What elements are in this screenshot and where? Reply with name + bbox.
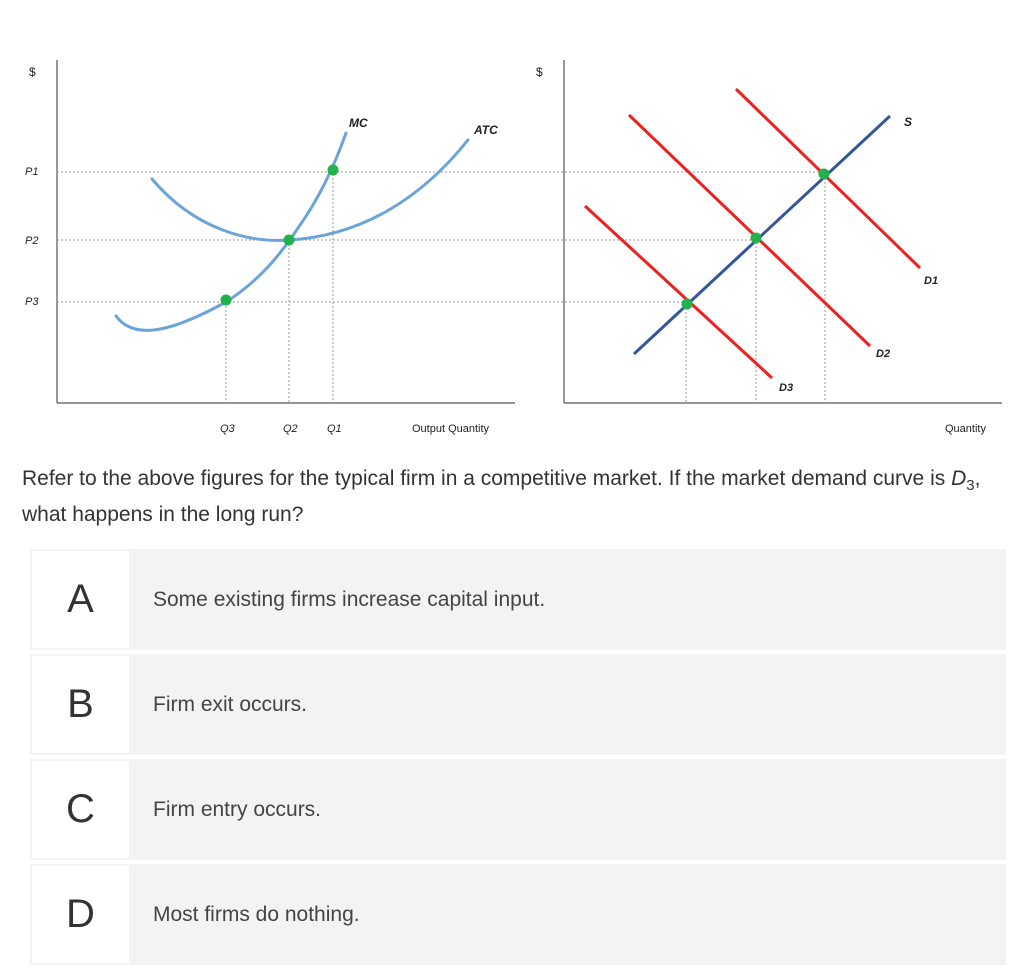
option-c-letter: C (30, 759, 131, 860)
mc-label: MC (349, 116, 368, 130)
answer-options (30, 549, 1006, 969)
option-b-letter: B (30, 654, 131, 755)
question-text (22, 464, 1002, 529)
market-graph (536, 60, 1002, 435)
quantity-label-q2: Q2 (283, 423, 298, 435)
right-y-axis-label: $ (536, 65, 543, 79)
quantity-label-q3: Q3 (220, 423, 235, 435)
option-d[interactable] (30, 864, 1006, 965)
firm-cost-graph (25, 60, 825, 435)
question-text-after: , what happens in the long run? (22, 467, 981, 527)
demand-label-d2: D2 (876, 348, 891, 360)
option-c-text: Firm entry occurs. (131, 759, 1006, 860)
option-b-text: Firm exit occurs. (131, 654, 1006, 755)
question-demand-variable: D (951, 467, 967, 490)
supply-label: S (904, 115, 913, 129)
question-demand-subscript: 3 (966, 477, 975, 495)
economics-figure (0, 0, 1024, 450)
option-a-letter: A (30, 549, 131, 650)
point-q3-p3 (221, 295, 232, 306)
price-label-p3: P3 (25, 296, 39, 308)
option-a-text: Some existing firms increase capital input. (131, 549, 1006, 650)
demand-label-d3: D3 (779, 382, 794, 394)
option-b[interactable] (30, 654, 1006, 755)
point-q1-p1 (328, 165, 339, 176)
option-d-letter: D (30, 864, 131, 965)
left-y-axis-label: $ (29, 65, 36, 79)
atc-label: ATC (474, 123, 498, 137)
price-label-p1: P1 (25, 166, 39, 178)
option-d-text: Most firms do nothing. (131, 864, 1006, 965)
equilibrium-point-d3 (682, 299, 693, 310)
demand-curve-d1 (736, 89, 920, 268)
demand-curve-d3 (585, 206, 772, 378)
equilibrium-point-d2 (751, 233, 762, 244)
option-a[interactable] (30, 549, 1006, 650)
atc-curve (152, 140, 468, 240)
right-x-axis-label: Quantity (945, 423, 986, 435)
demand-label-d1: D1 (924, 275, 939, 287)
point-q2-p2 (284, 235, 295, 246)
supply-curve (634, 116, 890, 354)
option-c[interactable] (30, 759, 1006, 860)
equilibrium-point-d1 (819, 169, 830, 180)
left-x-axis-label: Output Quantity (412, 423, 490, 435)
quantity-label-q1: Q1 (327, 423, 342, 435)
price-label-p2: P2 (25, 235, 39, 247)
question-text-before: Refer to the above figures for the typical firm in a competitive market. If the market demand curve is (22, 467, 952, 490)
demand-curve-d2 (629, 115, 870, 346)
